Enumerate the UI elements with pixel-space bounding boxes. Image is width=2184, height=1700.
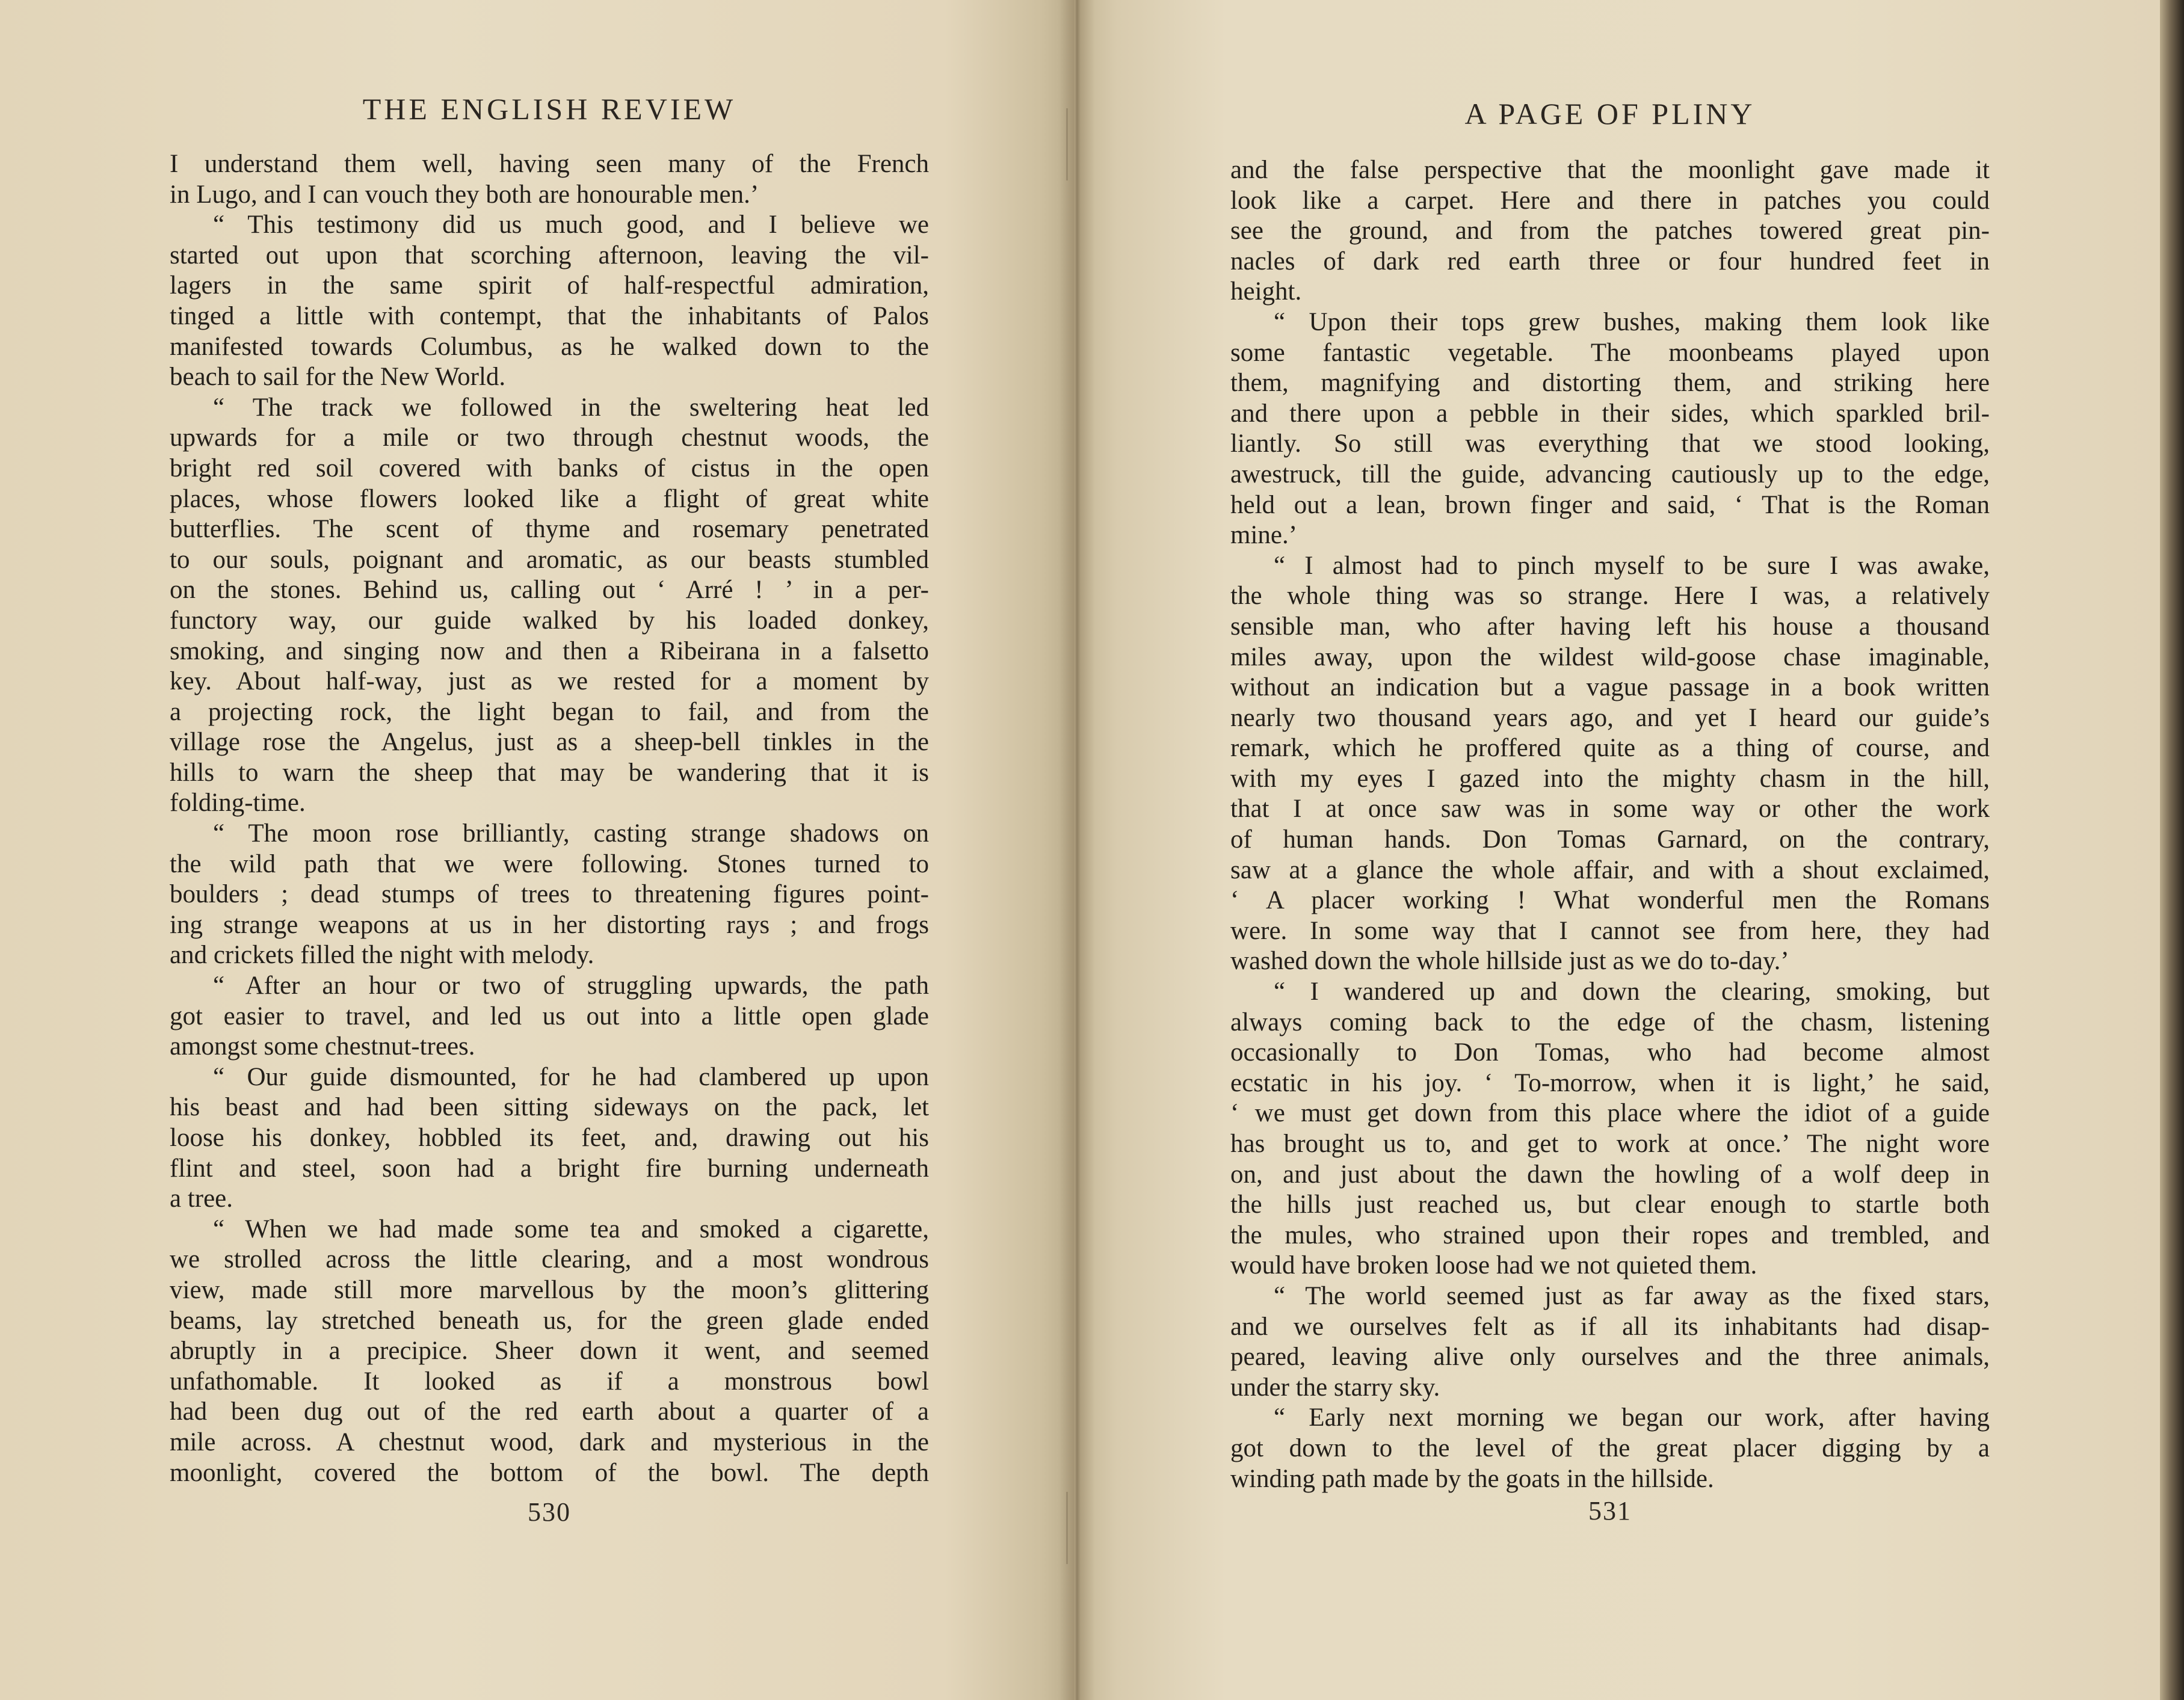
text-line: on, and just about the dawn the howling of a wolf deep in: [1230, 1160, 1990, 1189]
text-line: tinged a little with contempt, that the inhabitants of Palos: [170, 301, 929, 330]
text-line: has brought us to, and get to work at once.’ The night wore: [1230, 1130, 1990, 1158]
text-line: flint and steel, soon had a bright fire burning underneath: [170, 1154, 929, 1183]
text-line: a tree.: [170, 1184, 233, 1213]
text-line: to our souls, poignant and aromatic, as our beasts stumbled: [170, 545, 929, 574]
text-line: lagers in the same spirit of half-respectful admiration,: [170, 271, 929, 300]
text-line: “ After an hour or two of struggling upwards, the path: [213, 972, 929, 1000]
text-line: moonlight, covered the bottom of the bowl. The depth: [170, 1458, 929, 1487]
left-running-head: THE ENGLISH REVIEW: [362, 92, 736, 126]
text-line: we strolled across the little clearing, and a most wondrous: [170, 1245, 929, 1274]
text-line: the mules, who strained upon their ropes and trembled, and: [1230, 1221, 1990, 1249]
text-line: awestruck, till the guide, advancing cautiously up to the edge,: [1230, 460, 1990, 488]
text-line: with my eyes I gazed into the mighty chasm in the hill,: [1230, 764, 1990, 793]
text-line: bright red soil covered with banks of cistus in the open: [170, 454, 929, 482]
text-line: occasionally to Don Tomas, who had become almost: [1230, 1038, 1990, 1067]
gutter-shadow: [1059, 0, 1095, 1700]
text-line: peared, leaving alive only ourselves and the three animals,: [1230, 1343, 1990, 1372]
text-line: smoking, and singing now and then a Ribeirana in a falsetto: [170, 636, 929, 665]
text-line: places, whose flowers looked like a flight of great white: [170, 484, 929, 513]
text-line: “ I wandered up and down the clearing, smoking, but: [1274, 978, 1990, 1006]
text-line: “ Upon their tops grew bushes, making them look like: [1274, 307, 1990, 336]
right-page-text: [1230, 155, 1990, 1494]
text-line: sensible man, who after having left his house a thousand: [1230, 612, 1990, 641]
text-line: his beast and had been sitting sideways on the pack, let: [170, 1093, 929, 1122]
text-line: I understand them well, having seen many of the French: [170, 150, 929, 178]
text-line: nearly two thousand years ago, and yet I heard our guide’s: [1230, 703, 1990, 732]
text-line: and we ourselves felt as if all its inhabitants had disap-: [1230, 1312, 1990, 1341]
text-line: manifested towards Columbus, as he walked down to the: [170, 332, 929, 361]
gutter-binding-mark: [1066, 1492, 1068, 1564]
text-line: and there upon a pebble in their sides, which sparkled bril-: [1230, 399, 1990, 428]
text-line: loose his donkey, hobbled its feet, and, drawing out his: [170, 1124, 929, 1152]
text-line: ing strange weapons at us in her distorting rays ; and frogs: [170, 910, 929, 939]
text-line: “ Our guide dismounted, for he had clambered up upon: [213, 1062, 929, 1091]
text-line: folding-time.: [170, 789, 306, 818]
text-line: them, magnifying and distorting them, and striking here: [1230, 369, 1990, 398]
text-line: held out a lean, brown finger and said, ‘ That is the Roman: [1230, 490, 1990, 519]
text-line: miles away, upon the wildest wild-goose chase imaginable,: [1230, 642, 1990, 671]
text-line: washed down the whole hillside just as we do to-day.’: [1230, 947, 1789, 976]
text-line: beams, lay stretched beneath us, for the green glade ended: [170, 1306, 929, 1335]
text-line: under the starry sky.: [1230, 1373, 1440, 1402]
page-edge: [2160, 0, 2184, 1700]
text-line: got down to the level of the great placer digging by a: [1230, 1434, 1990, 1462]
text-line: started out upon that scorching afternoon, leaving the vil-: [170, 241, 929, 269]
text-line: of human hands. Don Tomas Garnard, on the contrary,: [1230, 825, 1990, 854]
right-running-head: A PAGE OF PLINY: [1464, 97, 1756, 131]
text-line: hills to warn the sheep that may be wandering that it is: [170, 758, 929, 787]
text-line: nacles of dark red earth three or four hundred feet in: [1230, 247, 1990, 276]
text-line: and the false perspective that the moonlight gave made it: [1230, 156, 1990, 184]
text-line: the whole thing was so strange. Here I was, a relatively: [1230, 582, 1990, 611]
text-line: “ The world seemed just as far away as the fixed stars,: [1274, 1281, 1990, 1310]
text-line: “ This testimony did us much good, and I believe we: [213, 211, 929, 239]
text-line: a projecting rock, the light began to fail, and from the: [170, 697, 929, 726]
text-line: view, made still more marvellous by the moon’s glittering: [170, 1275, 929, 1304]
text-line: village rose the Angelus, just as a sheep-bell tinkles in the: [170, 728, 929, 757]
text-line: mine.’: [1230, 521, 1298, 550]
text-line: functory way, our guide walked by his loaded donkey,: [170, 606, 929, 635]
text-line: butterflies. The scent of thyme and rosemary penetrated: [170, 515, 929, 544]
right-page-number: 531: [1588, 1496, 1632, 1526]
text-line: “ I almost had to pinch myself to be sure I was awake,: [1274, 551, 1990, 580]
text-line: winding path made by the goats in the hillside.: [1230, 1464, 1714, 1493]
text-line: “ When we had made some tea and smoked a cigarette,: [213, 1215, 929, 1243]
text-line: got easier to travel, and led us out into a little open glade: [170, 1002, 929, 1030]
text-line: boulders ; dead stumps of trees to threatening figures point-: [170, 880, 929, 909]
text-line: had been dug out of the red earth about a quarter of a: [170, 1397, 929, 1426]
text-line: abruptly in a precipice. Sheer down it went, and seemed: [170, 1337, 929, 1366]
text-line: mile across. A chestnut wood, dark and mysterious in the: [170, 1427, 929, 1456]
text-line: unfathomable. It looked as if a monstrous bowl: [170, 1367, 929, 1396]
text-line: in Lugo, and I can vouch they both are honourable men.’: [170, 180, 759, 209]
text-line: liantly. So still was everything that we stood looking,: [1230, 430, 1990, 458]
gutter-binding-mark: [1066, 108, 1068, 180]
text-line: upwards for a mile or two through chestnut woods, the: [170, 423, 929, 452]
left-page-text: [170, 149, 929, 1488]
text-line: the hills just reached us, but clear enough to startle both: [1230, 1190, 1990, 1219]
text-line: would have broken loose had we not quieted them.: [1230, 1251, 1757, 1280]
text-line: “ The moon rose brilliantly, casting strange shadows on: [213, 819, 929, 848]
left-page: [0, 0, 1074, 1700]
text-line: ‘ we must get down from this place where the idiot of a guide: [1230, 1099, 1990, 1128]
text-line: were. In some way that I cannot see from here, they had: [1230, 916, 1990, 945]
text-line: look like a carpet. Here and there in patches you could: [1230, 186, 1990, 215]
text-line: see the ground, and from the patches towered great pin-: [1230, 217, 1990, 245]
text-line: without an indication but a vague passage in a book written: [1230, 673, 1990, 702]
text-line: some fantastic vegetable. The moonbeams played upon: [1230, 338, 1990, 367]
text-line: always coming back to the edge of the chasm, listening: [1230, 1008, 1990, 1036]
text-line: the wild path that we were following. Stones turned to: [170, 849, 929, 878]
right-page: [1074, 0, 2160, 1700]
text-line: that I at once saw was in some way or other the work: [1230, 795, 1990, 824]
left-page-number: 530: [528, 1497, 571, 1527]
text-line: key. About half-way, just as we rested for a moment by: [170, 667, 929, 696]
text-line: ecstatic in his joy. ‘ To-morrow, when it is light,’ he said,: [1230, 1068, 1990, 1097]
text-line: height.: [1230, 277, 1302, 306]
text-line: saw at a glance the whole affair, and with a shout exclaimed,: [1230, 855, 1990, 884]
text-line: remark, which he proffered quite as a thing of course, and: [1230, 734, 1990, 763]
text-line: and crickets filled the night with melody.: [170, 941, 594, 970]
text-line: ‘ A placer working ! What wonderful men the Romans: [1230, 886, 1990, 915]
text-line: on the stones. Behind us, calling out ‘ Arré ! ’ in a per-: [170, 576, 929, 605]
text-line: “ The track we followed in the sweltering heat led: [213, 393, 929, 422]
text-line: beach to sail for the New World.: [170, 363, 506, 392]
text-line: amongst some chestnut-trees.: [170, 1032, 475, 1061]
text-line: “ Early next morning we began our work, after having: [1274, 1403, 1990, 1432]
